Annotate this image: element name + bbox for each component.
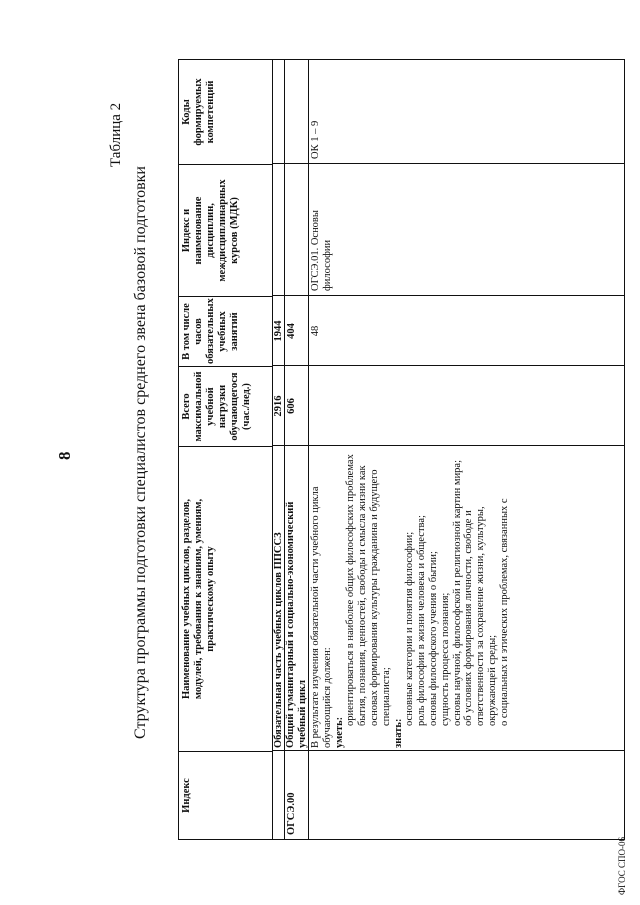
content-znat-item: основные категории и понятия философии; bbox=[404, 531, 416, 726]
header-index: Индекс bbox=[179, 751, 272, 839]
content-znat-item: об условиях формирования личности, свободе и ответственности за сохранение жизни, культуры, окружающей среды; bbox=[463, 506, 498, 726]
content-znat-item: роль философии в жизни человека и общества; bbox=[416, 515, 428, 726]
row-ogse-name: Общий гуманитарный и социально-экономический учебный цикл bbox=[285, 501, 308, 748]
content-umet-item: ориентироваться в наиболее общих философских проблемах бытия, познания, ценностей, свободы и смысла жизни как основах формирования культуры гражданина и будущего специалиста; bbox=[345, 454, 392, 726]
row-ogse-index: ОГСЭ.00 bbox=[286, 792, 297, 835]
header-codes: Коды формируемых компетенций bbox=[181, 78, 216, 146]
content-znat-item: о социальных и этических проблемах, связанных с bbox=[498, 498, 510, 726]
header-name: Наименование учебных циклов, разделов, модулей, требования к знаниям, умениям, практическому опыту bbox=[179, 446, 272, 751]
row-ogse-max-load: 606 bbox=[286, 398, 297, 414]
row-ogse01-discipline: ОГСЭ.01. Основы философии bbox=[310, 210, 333, 291]
header-max-load: Всего максимальной учебной нагрузки обучающегося (час./нед.) bbox=[179, 366, 272, 446]
content-znat-item: сущность процесса познания; bbox=[439, 592, 451, 726]
table-label: Таблица 2 bbox=[108, 102, 124, 167]
header-required: В том числе часов обязательных учебных занятий bbox=[179, 296, 272, 366]
row-ogse01-codes: ОК 1 – 9 bbox=[310, 120, 321, 159]
content-znat-heading: знать: bbox=[392, 718, 404, 748]
page-number: 8 bbox=[55, 451, 74, 460]
row-mandatory-max-load: 2916 bbox=[273, 395, 284, 417]
header-discipline: Индекс и наименование дисциплин, междисциплинарных курсов (МДК) bbox=[179, 164, 272, 296]
footer-code: ФГОС СПО-06 bbox=[617, 837, 627, 895]
table-title: Структура программы подготовки специалистов среднего звена базовой подготовки bbox=[132, 166, 149, 739]
content-znat-item: основы научной, философской и религиозной картин мира; bbox=[451, 459, 463, 726]
row-mandatory-name: Обязательная часть учебных циклов ППССЗ bbox=[273, 532, 284, 748]
structure-table bbox=[178, 59, 625, 840]
content-intro: В результате изучения обязательной части учебного цикла обучающийся должен: bbox=[310, 486, 333, 748]
content-umet-heading: уметь: bbox=[333, 716, 345, 748]
row-mandatory-required: 1944 bbox=[273, 320, 284, 342]
content-znat-item: основы философского учения о бытии; bbox=[427, 551, 439, 726]
row-ogse01-content bbox=[310, 452, 511, 748]
row-ogse-required: 404 bbox=[286, 323, 297, 339]
row-ogse01-required: 48 bbox=[310, 325, 321, 337]
